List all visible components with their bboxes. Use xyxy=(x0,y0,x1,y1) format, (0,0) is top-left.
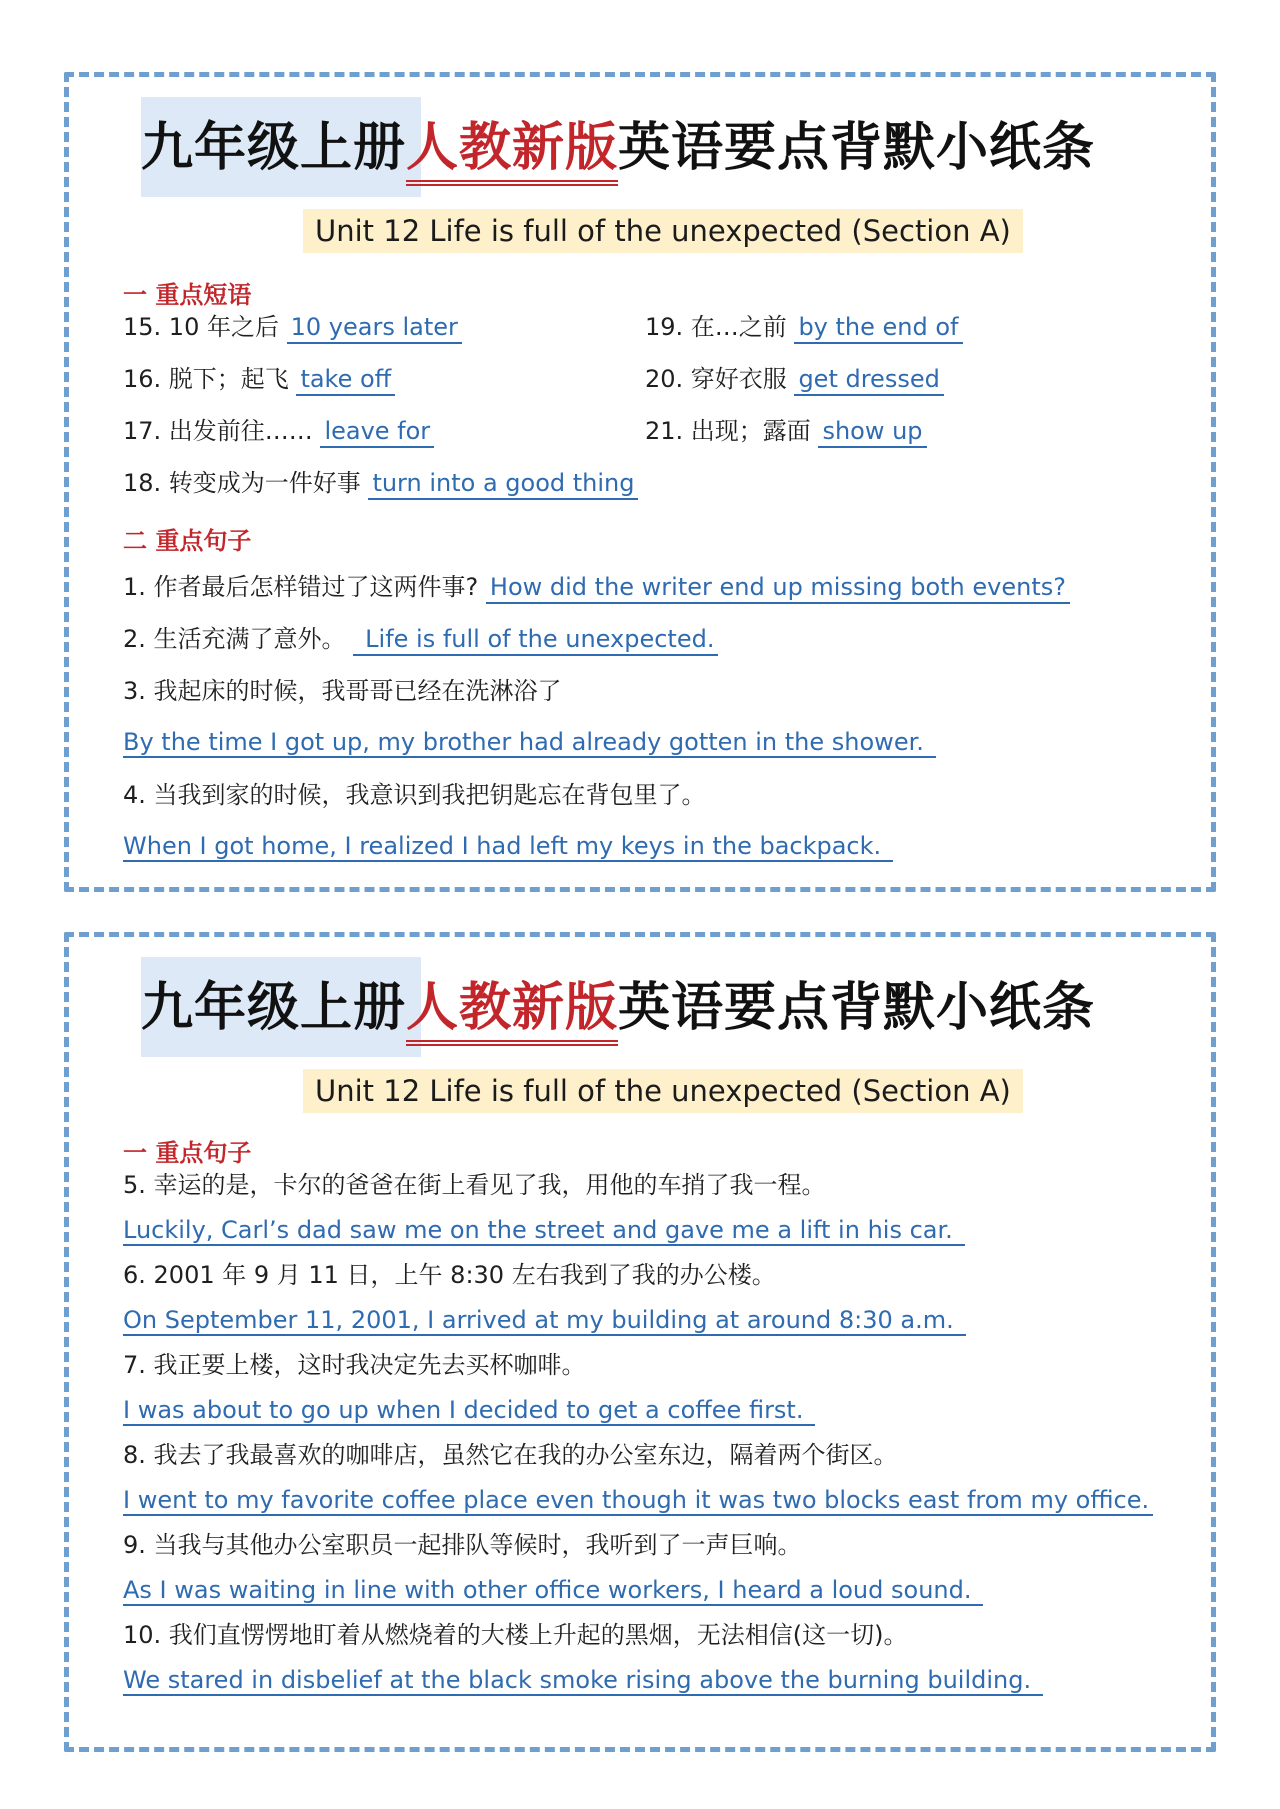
title-edition: 人教新版 xyxy=(406,978,618,1046)
note-card-2 xyxy=(64,932,1216,1752)
sentence-item: 9. 当我与其他办公室职员一起排队等候时，我听到了一声巨响。 xyxy=(123,1531,802,1559)
phrase-item: 20. 穿好衣服 get dressed xyxy=(645,361,944,397)
title-grade: 九年级上册 xyxy=(141,978,407,1038)
title-grade: 九年级上册 xyxy=(141,118,407,178)
title-subject: 英语要点背默小纸条 xyxy=(618,978,1096,1038)
title-edition: 人教新版 xyxy=(406,118,618,186)
phrase-item: 21. 出现；露面 show up xyxy=(645,413,927,449)
sentence-item: 8. 我去了我最喜欢的咖啡店，虽然它在我的办公室东边，隔着两个街区。 xyxy=(123,1441,898,1469)
section-heading-phrases: 一 重点短语 xyxy=(123,281,252,309)
phrase-answer: turn into a good thing xyxy=(368,469,638,500)
unit-banner: Unit 12 Life is full of the unexpected (Section A) xyxy=(303,1069,1023,1113)
sentence-answer-line: Luckily, Carl’s dad saw me on the street and gave me a lift in his car. xyxy=(123,1213,965,1249)
sentence-answer-line: We stared in disbelief at the black smoke rising above the burning building. xyxy=(123,1663,1043,1699)
section-heading-sentences: 一 重点句子 xyxy=(123,1139,252,1167)
card-title xyxy=(141,95,1151,199)
phrase-answer: show up xyxy=(818,417,926,448)
phrase-item: 16. 脱下；起飞 take off xyxy=(123,361,395,397)
sentence-answer: Life is full of the unexpected. xyxy=(353,625,718,656)
sentence-item: 5. 幸运的是，卡尔的爸爸在街上看见了我，用他的车捎了我一程。 xyxy=(123,1171,826,1199)
phrase-item: 17. 出发前往…… leave for xyxy=(123,413,434,449)
sentence-item: 7. 我正要上楼，这时我决定先去买杯咖啡。 xyxy=(123,1351,586,1379)
phrase-answer: get dressed xyxy=(794,365,943,396)
sentence-item: 2. 生活充满了意外。 Life is full of the unexpected. xyxy=(123,621,718,657)
sentence-answer-line: On September 11, 2001, I arrived at my building at around 8:30 a.m. xyxy=(123,1303,966,1339)
sentence-answer-line: I went to my favorite coffee place even though it was two blocks east from my office. xyxy=(123,1483,1153,1519)
card-title xyxy=(141,955,1151,1059)
sentence-answer: How did the writer end up missing both events? xyxy=(486,573,1070,604)
phrase-answer: take off xyxy=(296,365,395,396)
phrase-answer: by the end of xyxy=(794,313,962,344)
sentence-item: 4. 当我到家的时候，我意识到我把钥匙忘在背包里了。 xyxy=(123,781,706,809)
sentence-answer-line: By the time I got up, my brother had already gotten in the shower. xyxy=(123,725,936,761)
note-card-1 xyxy=(64,72,1216,892)
phrase-item: 19. 在…之前 by the end of xyxy=(645,309,963,345)
sentence-answer-line: I was about to go up when I decided to get a coffee first. xyxy=(123,1393,815,1429)
phrase-item: 18. 转变成为一件好事 turn into a good thing xyxy=(123,465,638,501)
sentence-answer-line: When I got home, I realized I had left my keys in the backpack. xyxy=(123,829,893,865)
unit-banner: Unit 12 Life is full of the unexpected (Section A) xyxy=(303,209,1023,253)
phrase-answer: 10 years later xyxy=(287,313,462,344)
phrase-item: 15. 10 年之后 10 years later xyxy=(123,309,462,345)
sentence-answer-line: As I was waiting in line with other office workers, I heard a loud sound. xyxy=(123,1573,983,1609)
sentence-item: 3. 我起床的时候，我哥哥已经在洗淋浴了 xyxy=(123,677,562,705)
sentence-item: 10. 我们直愣愣地盯着从燃烧着的大楼上升起的黑烟，无法相信(这一切)。 xyxy=(123,1621,908,1649)
sentence-item: 6. 2001 年 9 月 11 日，上午 8:30 左右我到了我的办公楼。 xyxy=(123,1261,776,1289)
title-subject: 英语要点背默小纸条 xyxy=(618,118,1096,178)
phrase-answer: leave for xyxy=(320,417,434,448)
sentence-item: 1. 作者最后怎样错过了这两件事? How did the writer end up missing both events? xyxy=(123,569,1070,605)
section-heading-sentences: 二 重点句子 xyxy=(123,527,252,555)
